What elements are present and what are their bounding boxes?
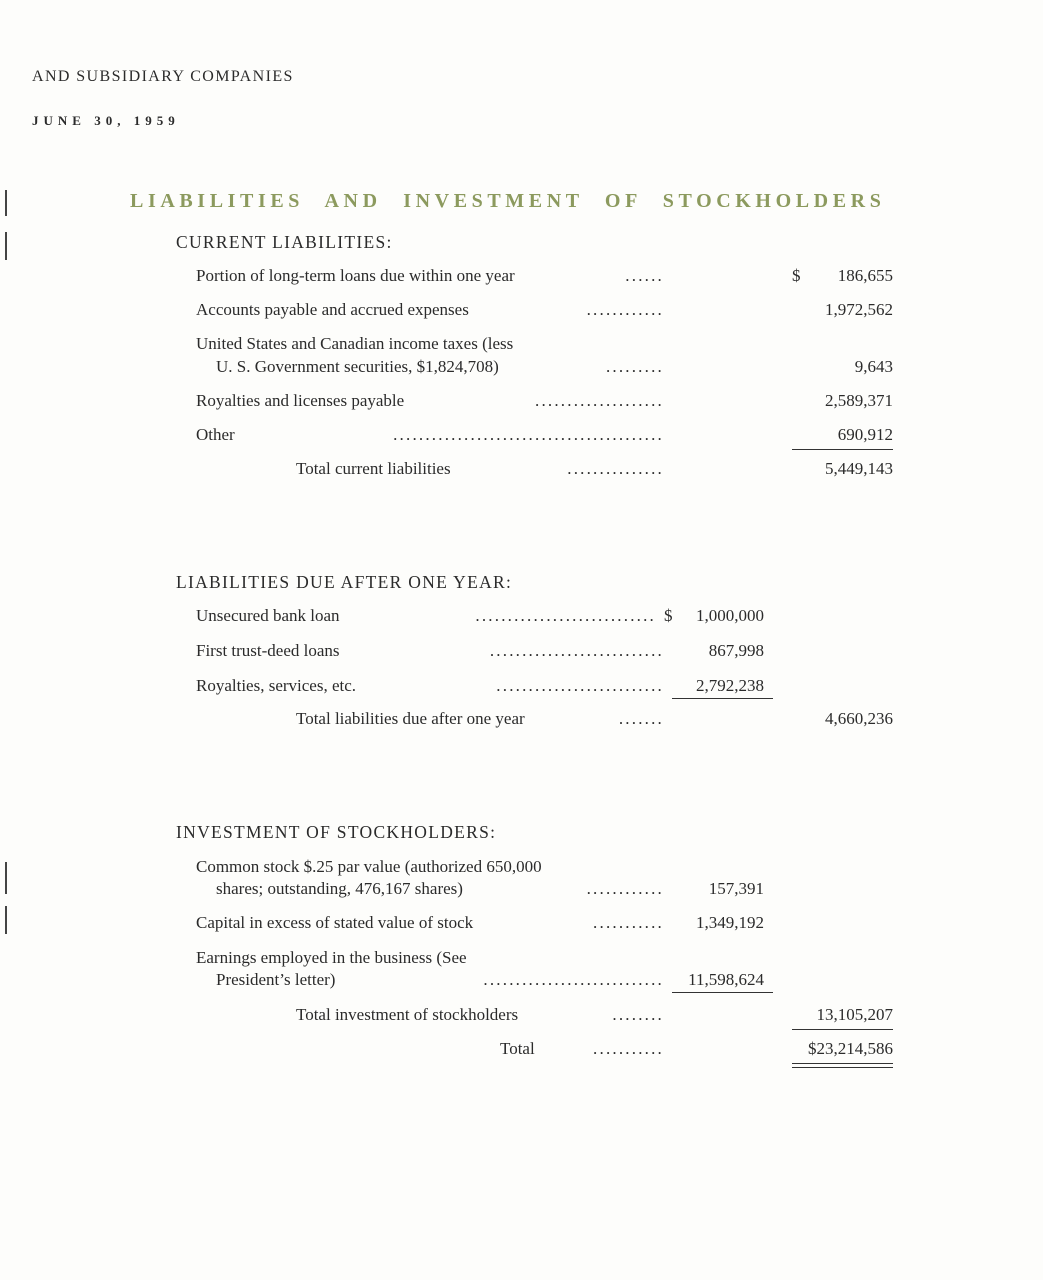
scan-mark bbox=[5, 232, 7, 260]
amount: 2,589,371 bbox=[825, 391, 893, 410]
grand-total-label: Total bbox=[500, 1039, 535, 1058]
row-label: United States and Canadian income taxes (less bbox=[196, 334, 514, 353]
total-amount: 5,449,143 bbox=[825, 459, 893, 478]
currency-symbol: $ bbox=[792, 266, 801, 285]
row-label: Portion of long-term loans due within one year bbox=[196, 266, 515, 285]
leader-dots: ............... bbox=[567, 459, 664, 478]
subtotal-rule bbox=[672, 698, 773, 699]
leader-dots: ........... bbox=[593, 1039, 664, 1058]
subtotal-rule bbox=[792, 1029, 893, 1030]
row-label-continued: U. S. Government securities, $1,824,708) bbox=[216, 357, 499, 376]
double-rule-top bbox=[792, 1063, 893, 1064]
amount: 11,598,624 bbox=[688, 970, 764, 989]
leader-dots: ........... bbox=[593, 913, 664, 932]
row-label: Royalties and licenses payable bbox=[196, 391, 405, 410]
amount: 1,000,000 bbox=[696, 606, 764, 625]
leader-dots: .......................................... bbox=[393, 425, 664, 444]
row-label: Unsecured bank loan bbox=[196, 606, 340, 625]
row-label-continued: shares; outstanding, 476,167 shares) bbox=[216, 879, 463, 898]
leader-dots: ............ bbox=[586, 879, 664, 898]
subtotal-rule bbox=[792, 449, 893, 450]
page-title: LIABILITIES AND INVESTMENT OF STOCKHOLDERS bbox=[130, 190, 886, 212]
amount: 9,643 bbox=[854, 357, 893, 376]
leader-dots: ........ bbox=[612, 1005, 664, 1024]
row-label: Other bbox=[196, 425, 235, 444]
company-subtitle: AND SUBSIDIARY COMPANIES bbox=[32, 68, 294, 85]
section-heading-investment: INVESTMENT OF STOCKHOLDERS: bbox=[176, 822, 497, 842]
amount: 1,349,192 bbox=[696, 913, 764, 932]
section-heading-after: LIABILITIES DUE AFTER ONE YEAR: bbox=[176, 572, 513, 592]
row-label-continued: President’s letter) bbox=[216, 970, 336, 989]
total-label: Total liabilities due after one year bbox=[296, 709, 525, 728]
currency-symbol: $ bbox=[664, 606, 673, 625]
row-label: Common stock $.25 par value (authorized 650,000 bbox=[196, 857, 542, 876]
total-amount: 4,660,236 bbox=[825, 709, 893, 728]
row-label: First trust-deed loans bbox=[196, 641, 340, 660]
amount: 2,792,238 bbox=[696, 676, 764, 695]
subtotal-rule bbox=[672, 992, 773, 993]
row-label: Capital in excess of stated value of stock bbox=[196, 913, 474, 932]
scan-mark bbox=[5, 190, 7, 216]
amount: 867,998 bbox=[708, 641, 764, 660]
scan-mark bbox=[5, 906, 7, 934]
leader-dots: .......................... bbox=[496, 676, 664, 695]
amount: 1,972,562 bbox=[825, 300, 893, 319]
row-label: Earnings employed in the business (See bbox=[196, 948, 467, 967]
leader-dots: .................... bbox=[535, 391, 664, 410]
leader-dots: ......... bbox=[605, 357, 664, 376]
section-heading-current: CURRENT LIABILITIES: bbox=[176, 232, 393, 252]
double-rule-bottom bbox=[792, 1067, 893, 1068]
leader-dots: ........................... bbox=[489, 641, 664, 660]
scan-mark bbox=[5, 862, 7, 894]
grand-total-amount: $23,214,586 bbox=[808, 1039, 893, 1058]
row-label: Royalties, services, etc. bbox=[196, 676, 357, 695]
leader-dots: ............................ bbox=[475, 606, 656, 625]
leader-dots: ............................ bbox=[483, 970, 664, 989]
total-amount: 13,105,207 bbox=[816, 1005, 893, 1024]
row-label: Accounts payable and accrued expenses bbox=[196, 300, 469, 319]
report-date: JUNE 30, 1959 bbox=[32, 113, 180, 128]
leader-dots: ...... bbox=[625, 266, 664, 285]
total-label: Total investment of stockholders bbox=[296, 1005, 519, 1024]
leader-dots: ............ bbox=[586, 300, 664, 319]
amount: 186,655 bbox=[837, 266, 893, 285]
amount: 690,912 bbox=[837, 425, 893, 444]
amount: 157,391 bbox=[708, 879, 764, 898]
leader-dots: ....... bbox=[618, 709, 664, 728]
total-label: Total current liabilities bbox=[296, 459, 451, 478]
